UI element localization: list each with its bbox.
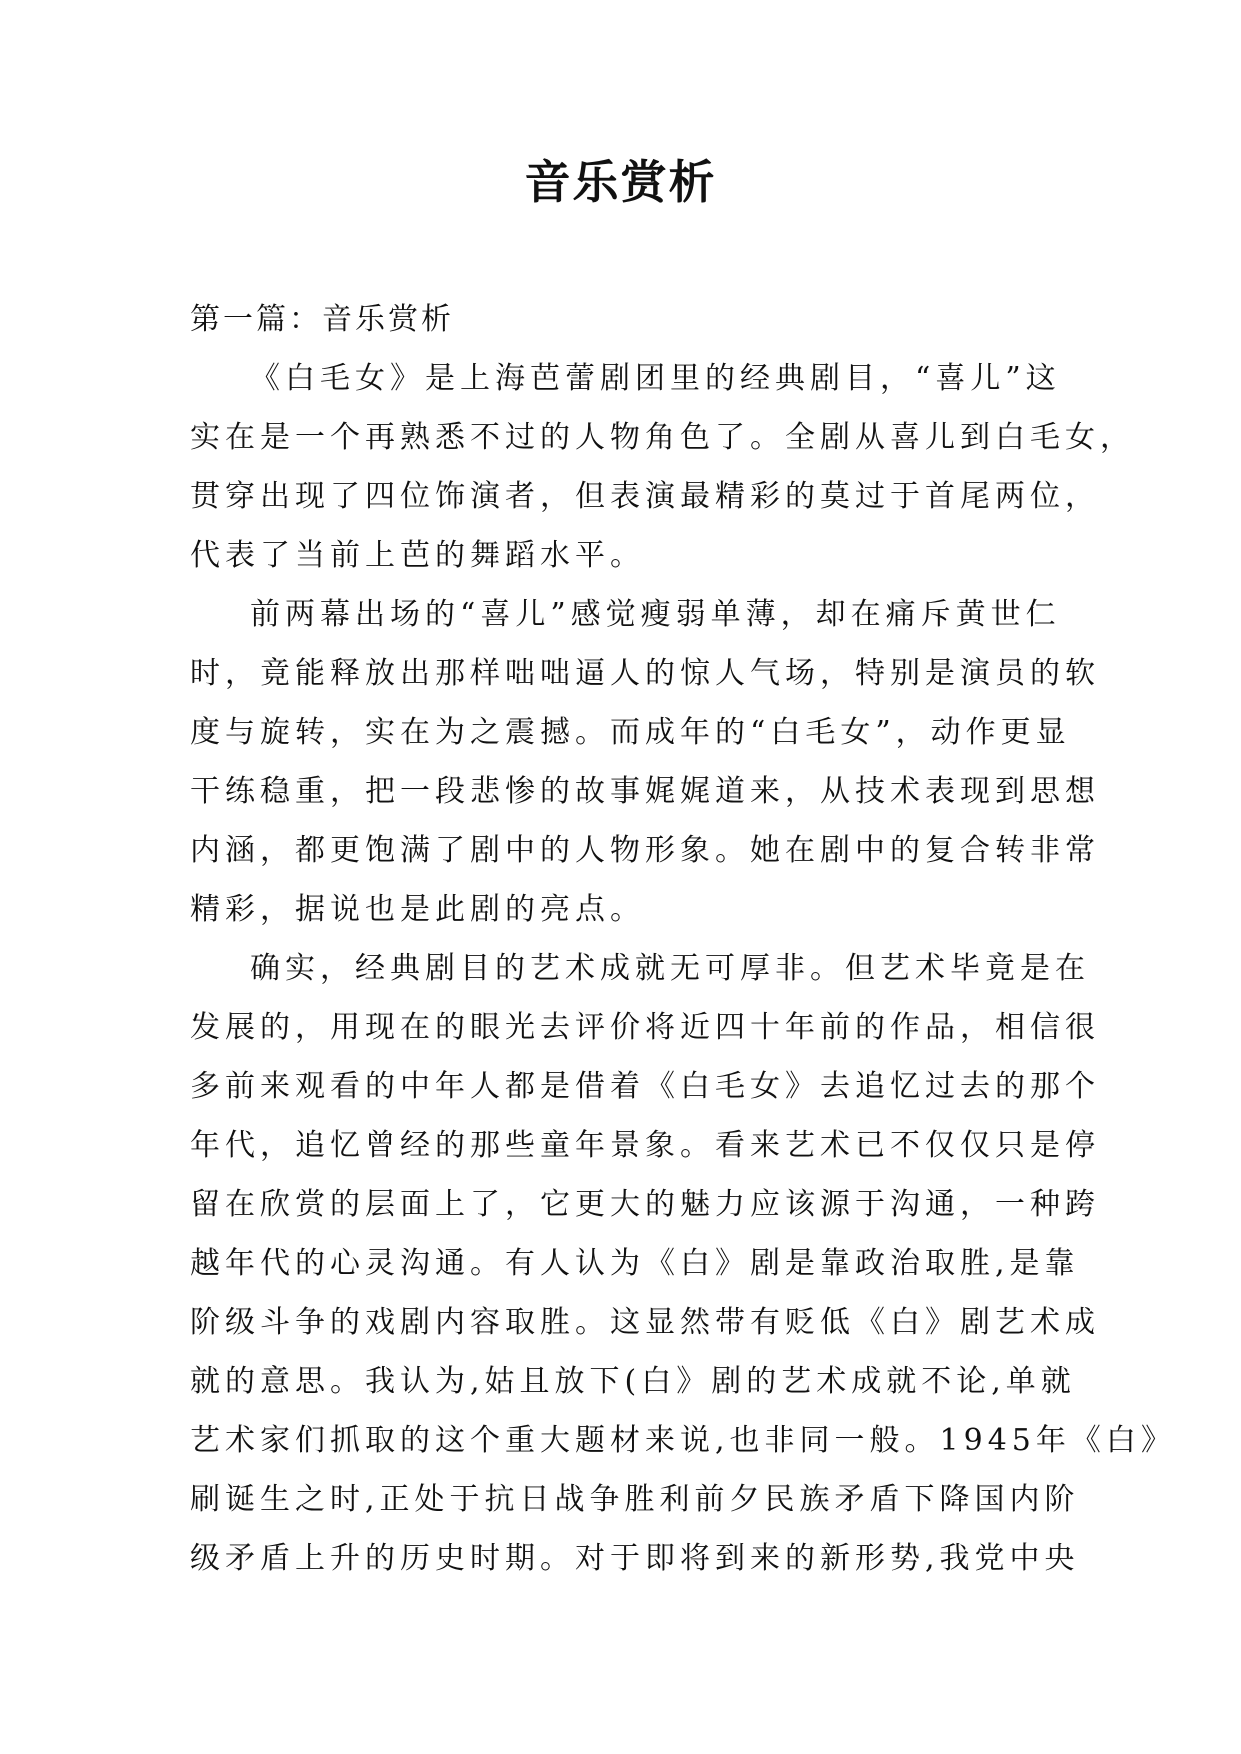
paragraph-line: 就的意思。我认为,姑且放下(白》剧的艺术成就不论,单就 bbox=[190, 1364, 1076, 1399]
paragraph-line: 多前来观看的中年人都是借着《白毛女》去追忆过去的那个 bbox=[190, 1069, 1100, 1104]
paragraph-line: 贯穿出现了四位饰演者，但表演最精彩的莫过于首尾两位， bbox=[190, 479, 1100, 514]
paragraph-line: 度与旋转，实在为之震撼。而成年的“白毛女”，动作更显 bbox=[190, 715, 1071, 750]
paragraph-line: 内涵，都更饱满了剧中的人物形象。她在剧中的复合转非常 bbox=[190, 833, 1100, 868]
paragraph-line: 《白毛女》是上海芭蕾剧团里的经典剧目，“喜儿”这 bbox=[250, 361, 1061, 396]
paragraph-line: 实在是一个再熟悉不过的人物角色了。全剧从喜儿到白毛女， bbox=[190, 420, 1135, 455]
paragraph-line: 年代，追忆曾经的那些童年景象。看来艺术已不仅仅只是停 bbox=[190, 1128, 1100, 1163]
paragraph-line: 刷诞生之时,正处于抗日战争胜利前夕民族矛盾下降国内阶 bbox=[190, 1482, 1080, 1517]
page-title: 音乐赏析 bbox=[524, 155, 717, 209]
paragraph-line: 阶级斗争的戏剧内容取胜。这显然带有贬低《白》剧艺术成 bbox=[190, 1305, 1100, 1340]
section-heading: 第一篇：音乐赏析 bbox=[190, 302, 454, 337]
document-body bbox=[190, 290, 1176, 1588]
paragraph-line: 时，竟能释放出那样咄咄逼人的惊人气场，特别是演员的软 bbox=[190, 656, 1100, 691]
paragraph-line: 前两幕出场的“喜儿”感觉瘦弱单薄，却在痛斥黄世仁 bbox=[250, 597, 1061, 632]
paragraph-line: 干练稳重，把一段悲惨的故事娓娓道来，从技术表现到思想 bbox=[190, 774, 1100, 809]
paragraph-line: 发展的，用现在的眼光去评价将近四十年前的作品，相信很 bbox=[190, 1010, 1100, 1045]
paragraph-line: 精彩，据说也是此剧的亮点。 bbox=[190, 892, 645, 927]
paragraph-line: 艺术家们抓取的这个重大题材来说,也非同一般。1945年《白》 bbox=[190, 1423, 1176, 1458]
paragraph-line: 代表了当前上芭的舞蹈水平。 bbox=[190, 538, 645, 573]
paragraph-line: 越年代的心灵沟通。有人认为《白》剧是靠政治取胜,是靠 bbox=[190, 1246, 1080, 1281]
paragraph-line: 确实，经典剧目的艺术成就无可厚非。但艺术毕竟是在 bbox=[250, 951, 1090, 986]
paragraph-line: 留在欣赏的层面上了，它更大的魅力应该源于沟通，一种跨 bbox=[190, 1187, 1100, 1222]
paragraph-line: 级矛盾上升的历史时期。对于即将到来的新形势,我党中央 bbox=[190, 1541, 1080, 1576]
